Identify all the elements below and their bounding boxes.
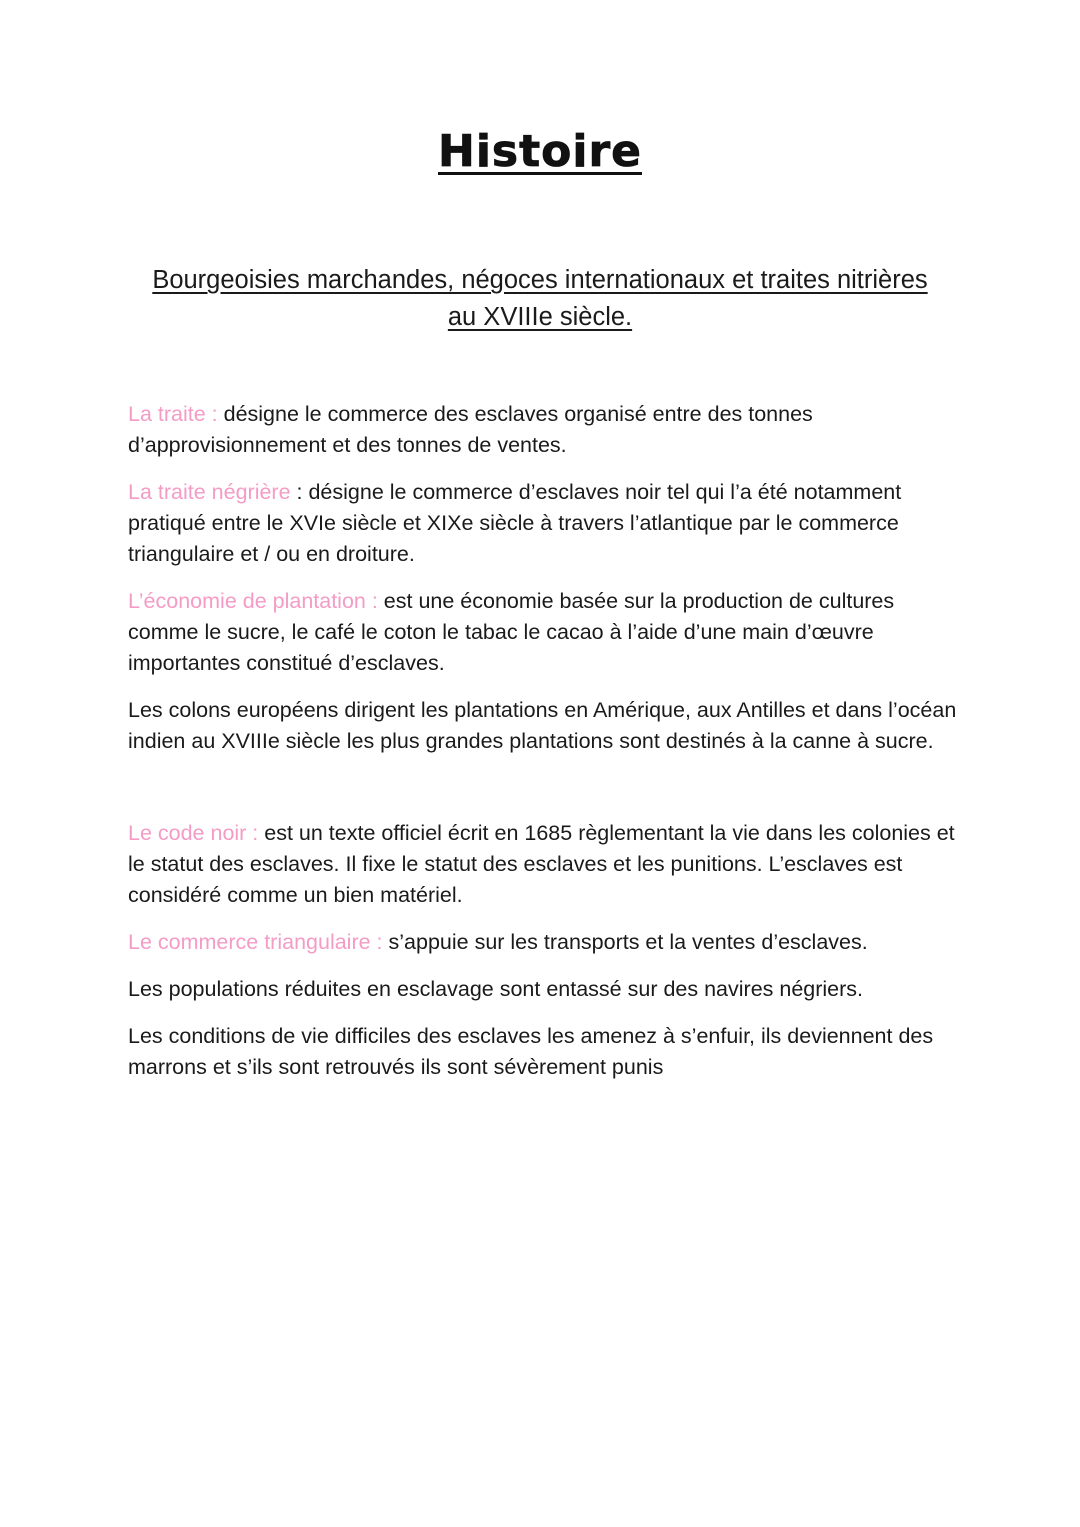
definitions-section-1 <box>128 399 958 773</box>
definition-la-traite <box>128 399 958 461</box>
lesson-subtitle: Bourgeoisies marchandes, négoces internationaux et traites nitrières au XVIIIe siècle. <box>152 266 928 331</box>
definition-economie-plantation <box>128 586 958 679</box>
definition-text: est un texte officiel écrit en 1685 règlementant la vie dans les colonies et le statut des esclaves. Il fixe le statut des esclaves et les punitions. L’esclaves est considéré comme un bien matériel. <box>128 821 955 907</box>
paragraph-navires: Les populations réduites en esclavage sont entassé sur des navires négriers. <box>128 977 864 1001</box>
definition-text: : désigne le commerce d’esclaves noir tel qui l’a été notamment pratiqué entre le XVIe siècle et XIXe siècle à travers l’atlantique par le commerce triangulaire et / ou en droiture. <box>128 480 902 566</box>
definition-term: L’économie de plantation : <box>128 589 378 613</box>
paragraph-marrons: Les conditions de vie difficiles des esclaves les amenez à s’enfuir, ils deviennent des marrons et s’ils sont retrouvés ils sont sévèrement punis <box>128 1024 934 1079</box>
definition-text: est une économie basée sur la production de cultures comme le sucre, le café le coton le tabac le cacao à l’aide d’une main d’œuvre importantes constitué d’esclaves. <box>128 589 895 675</box>
definitions-section-2 <box>128 818 958 1099</box>
definition-code-noir <box>128 818 958 911</box>
definition-text: désigne le commerce des esclaves organisé entre des tonnes d’approvisionnement et des tonnes de ventes. <box>128 402 813 457</box>
definition-term: La traite : <box>128 402 218 426</box>
definition-traite-negriere <box>128 477 958 570</box>
definition-commerce-triangulaire <box>128 927 958 958</box>
definition-term: La traite négrière <box>128 480 291 504</box>
page-title <box>0 126 1080 177</box>
page-title-text: Histoire <box>438 126 642 177</box>
paragraph-colons: Les colons européens dirigent les plantations en Amérique, aux Antilles et dans l’océan indien au XVIIIe siècle les plus grandes plantations sont destinés à la canne à sucre. <box>128 698 957 753</box>
definition-text: s’appuie sur les transports et la ventes d’esclaves. <box>382 930 868 954</box>
definition-term: Le commerce triangulaire : <box>128 930 383 954</box>
definition-term: Le code noir : <box>128 821 259 845</box>
